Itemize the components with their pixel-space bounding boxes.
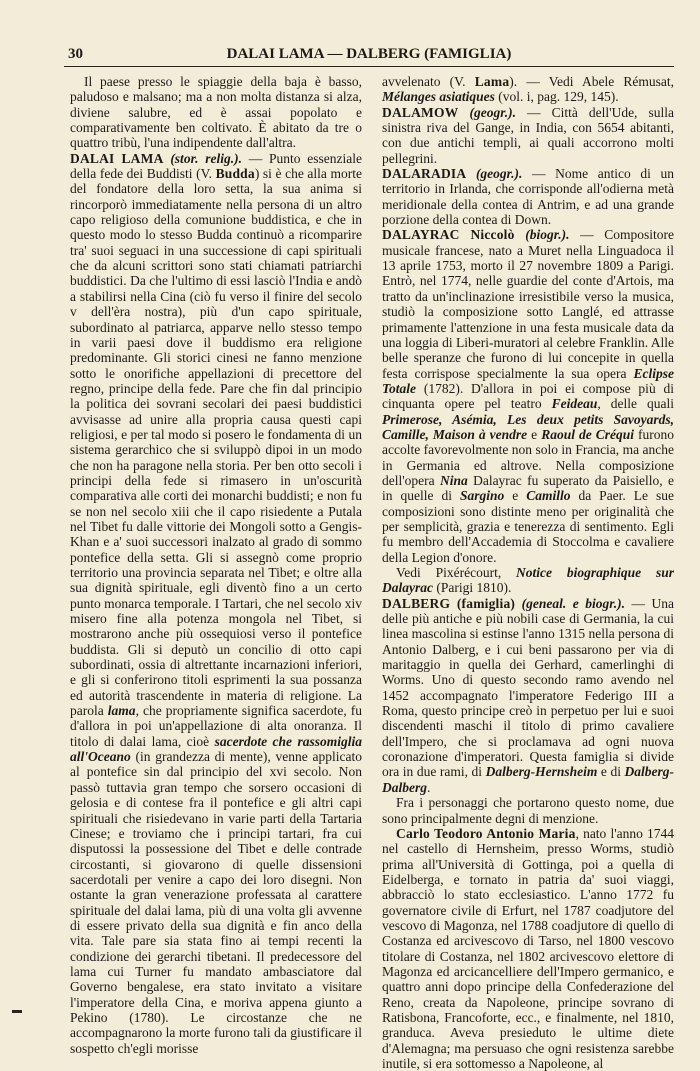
entry-text: e di (597, 764, 625, 780)
reference-dalayrac (382, 565, 674, 596)
subject-tag: (stor. relig.). (170, 150, 242, 166)
entry-text: furono accolte favorevolmente non solo in Francia, ma anche in Germania ed altrove. Nella composizione dell'opera (382, 426, 674, 488)
headword: DALBERG (famiglia) (382, 595, 516, 611)
page-header (64, 44, 674, 67)
entry-text: . (427, 779, 431, 795)
entry-text: — Città dell'Ude, sulla sinistra riva del Gange, in India, con 5654 abitanti, con due antichi templi, ai quali accorrono molti pellegrini. (382, 104, 674, 166)
work-title: Nina (439, 472, 468, 488)
subject-tag: (geogr.). (475, 166, 523, 182)
entry-text: (in grandezza di mente), venne applicato al pontefice sin dal principio del xvi secolo. Non passò tuttavia gran tempo che sorsero occasioni di gelosia e di contese fra il pontefice e gli altri capi spirituali che risiedevano in varie parti della Tartaria Cinese; e troviamo che i principi tartari, fra cui disputossi la possessione del Tibet e delle contrade circostanti, si giovarono di quelle dissensioni sacerdotali per venire a capo dei loro disegni. Non ostante la gran venerazione professata al carattere spirituale del dalai lama, più di una volta gli avvenne di essere privato della sua dignità e fin anco della vita. Tale pare sia stata fino ai tempi recenti la condizione dei gerarchi tibetani. Il predecessore del lama cui Turner fu mandato ambasciatore dal Governo bengalese, era stato invitato a visitare l'imperatore della Cina, e moriva appena giunto a Pekino (1780). Le circostanze che ne accompagnarono la morte furono tali da giustificare il sospetto ch'egli morisse (70, 749, 362, 1056)
subject-tag: (geneal. e biogr.). (521, 595, 625, 611)
running-head: DALAI LAMA — DALBERG (FAMIGLIA) (226, 46, 512, 62)
branch-name: Dalberg-Hernsheim (485, 764, 598, 780)
work-title: Feideau (551, 396, 598, 412)
entry-text: , nato l'anno 1744 nel castello di Hernsheim, presso Worms, studiò prima all'Università di Gottinga, poi a quella di Eidelberga, e tornato in patria da' suoi viaggi, abbracciò lo stato ecclesiastico. L'anno 1772 fu governatore civile di Erfurt, nel 1787 coadjutore del vescovo di Magonza, nel 1788 coadjutore di quello di Costanza ed arcivescovo di Tarso, nel 1800 vescovo titolare di Costanza, nel 1802 arcivescovo elettore di Magonza ed arcicancelliere dell'Impero germanico, e quattro anni dopo principe della Confederazione del Reno, creata da Napoleone, principe sovrano di Ratisbona, Francoforte, ecc., e finalmente, nel 1810, granduca. Aveva presieduto le ultime diete d'Alemagna; ma persuaso che ogni resistenza sarebbe inutile, si era sottomesso a Napoleone, al (382, 825, 674, 1071)
entry-text: — Una delle più antiche e più nobili case di Germania, la cui linea mascolina si estinse l'anno 1315 nella persona di Antonio Dalberg, e i cui beni passarono per via di maritaggio in quella dei Gerhard, camerlinghi di Worms. Uno di questo secondo ramo avendo nel 1452 accompagnato l'imperatore Federigo III a Roma, questo principe creò in perpetuo per lui e suoi discendenti maschi il titolo di primo cavaliere dell'Impero, che si proclamava ad ogni nuova coronazione d'imperatori. Questa famiglia si divide ora in due rami, di (382, 595, 674, 780)
work-title: Mélanges asiatiques (382, 89, 495, 105)
entry-text: e (504, 488, 527, 504)
entry-text: avvelenato (V. (382, 74, 475, 89)
entry-text: ). — Vedi Abele Rémusat, (509, 74, 674, 89)
entry-text: — Nome antico di un territorio in Irlanda, che corrisponde all'odierna metà meridionale della contea di Antrim, e ad una grande porzione della contea di Down. (382, 166, 675, 228)
entry-text: , delle quali (597, 396, 674, 412)
entry-text: — Punto essenziale della fede dei Buddisti (V. (70, 150, 363, 182)
entry-text: da Paer. Le sue composizioni sono distinte meno per originalità che per semplicità, grazia e tenerezza di sentimento. Egli fu membro dell'Accademia di Stoccolma e cavaliere della Legion d'onore. (382, 488, 674, 565)
entry-carlo-teodoro (382, 826, 674, 1071)
left-column (70, 74, 362, 1056)
headword: DALAI LAMA (70, 150, 164, 166)
cross-ref: Budda (215, 166, 255, 182)
entry-text: (1782). D'allora in poi ei compose più di cinquanta opere pel teatro (382, 380, 674, 412)
cross-ref: Lama (474, 74, 510, 89)
branch-name: Dalberg-Dalberg (382, 764, 674, 795)
entry-text: Vedi Pixérécourt, (396, 565, 517, 580)
entry-text: (Parigi 1810). (433, 580, 512, 596)
work-title: Notice biographique sur Dalayrac (382, 565, 674, 596)
headword: DALAYRAC Niccolò (382, 227, 515, 243)
entry-dalberg (382, 596, 674, 795)
paragraph-personaggi: Fra i personaggi che portarono questo nome, due sono principalmente degni di menzione. (382, 795, 674, 826)
entry-text: , che propriamente significa sacerdote, fu d'allora in poi un'appellazione di alta onoranza. Il titolo di dalai lama, cioè (70, 703, 363, 749)
paragraph-baja: Il paese presso le spiaggie della baja è basso, paludoso e malsano; ma a non molta distanza si alza, diviene salubre, ed è assai popolato e comparativamente ben coltivato. È abitato da tre o quattro tribù, l'una indipendente dall'altra. (70, 74, 362, 151)
right-column (382, 74, 674, 1071)
entry-dalai-lama (70, 151, 362, 1056)
print-mark (12, 1010, 22, 1013)
continued-text (382, 74, 674, 105)
entry-dalamow (382, 105, 674, 166)
work-title: Primerose, Asémia, Les deux petits Savoyards, Camille, Maison à vendre (382, 411, 674, 442)
entry-text: Dalayrac fu superato da Paisiello, e in quelle di (382, 472, 674, 504)
subject-tag: (geogr.). (469, 104, 516, 120)
headword: Carlo Teodoro Antonio Maria (396, 825, 576, 841)
work-title: Eclipse Totale (382, 365, 674, 396)
term-lama: lama (107, 703, 136, 719)
entry-dalaradia (382, 166, 674, 227)
entry-text: (vol. i, pag. 129, 145). (494, 89, 619, 105)
work-title: Sargino (459, 488, 505, 504)
entry-text: ) si è che alla morte del fondatore della loro setta, la sua anima si rincorporò immediatamente nella persona di un altro capo religioso della comunione buddistica, e che in questo modo lo stesso Budda continuò a ricomparire tra' suoi seguaci in una successione di capi spirituali che da alcuni scrittori sono stati chiamati patriarchi buddistici. Da che l'ultimo di essi lasciò l'India e andò a stabilirsi nella Cina (ciò fu verso il finire del secolo v dell'èra nostra), più d'un capo spirituale, subordinato al patriarca, apparve nello stesso tempo in varii paesi dove il buddismo era religione predominante. Gli storici cinesi ne fanno menzione sotto le onorifiche appellazioni di precettore del regno, principe della fede. Pare che fin dal principio la politica dei sovrani secolari dei paesi buddistici avvisasse ad unire alla propria causa questi capi religiosi, e per tal modo si posero le fondamenta di un sistema gerarchico che si sviluppò dipoi in un modo che non ha paragone nella storia. Per ben otto secoli i principi della fede si rimasero in un'oscurità comparativa alle corti dei monarchi buddisti; e non fu se non nel secolo xiii che il capo risiedente a Putala nel Tibet fu dalle vittorie dei Mongoli sotto a Gengis-Khan e a' suoi successori inalzato al grado di sommo pontefice della setta. Gli si assegnò come proprio territorio una provincia separata nel Tibet; e oltre alla sua dignità spirituale, egli diventò fino a un certo punto monarca temporale. I Tartari, che nel secolo xiv misero fine alla potenza mongola nel Tibet, si mostrarono anche più ossequiosi verso il pontefice buddista. Gli si deputò un concilio di otto capi subordinati, ossia di altrettante incarnazioni inferiori, e gli si conferirono titoli esprimenti la sua possanza ed autorità trascendente in materia di religione. La parola (70, 166, 362, 719)
subject-tag: (biogr.). (525, 227, 570, 243)
headword: DALARADIA (382, 166, 467, 182)
work-title: Raoul de Créqui (541, 426, 634, 442)
headword: DALAMOW (382, 104, 459, 120)
title-phrase: sacerdote che rassomiglia all'Oceano (70, 733, 362, 765)
entry-text: — Compositore musicale francese, nato a Muret nella Linguadoca il 13 aprile 1753, morto il 27 novembre 1809 a Parigi. Entrò, nel 1774, nelle guardie del conte d'Artois, ma tratto da un'inclinazione irresistibile verso la musica, studiò la composizione sotto Langlé, ed attrasse primamente l'attenzione in una festa musicale data da una loggia di Liberi-muratori al celebre Franklin. Alle belle speranze che furono di lui concepite in quella festa corrispose specialmente la sua opera (382, 227, 674, 381)
entry-text: e (527, 426, 542, 442)
work-title: Camillo (526, 488, 571, 504)
page-number: 30 (68, 46, 83, 62)
entry-dalayrac (382, 227, 674, 565)
